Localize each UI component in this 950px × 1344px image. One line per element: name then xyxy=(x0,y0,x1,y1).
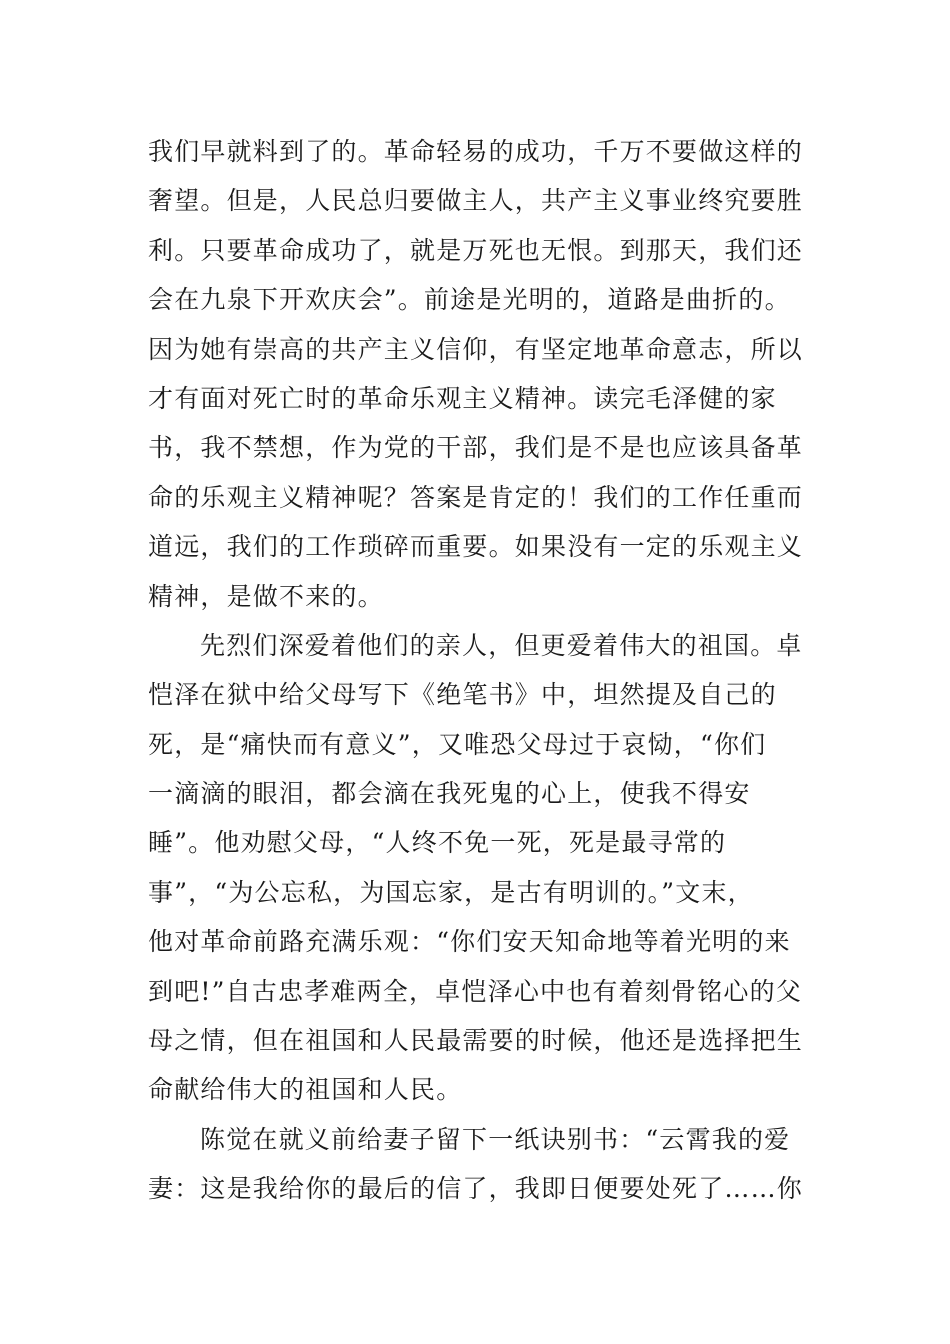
paragraph-start-line: 先烈们深爱着他们的亲人，但更爱着伟大的祖国。卓 xyxy=(200,630,803,660)
text-line: 道远，我们的工作琐碎而重要。如果没有一定的乐观主义 xyxy=(148,532,804,562)
text-line: 他对革命前路充满乐观：“你们安天知命地等着光明的来 xyxy=(148,927,791,957)
text-line: 命的乐观主义精神呢？答案是肯定的！我们的工作任重而 xyxy=(148,482,804,512)
text-line: 事”，“为公忘私，为国忘家，是古有明训的。”文末， xyxy=(148,877,754,907)
text-line: 命献给伟大的祖国和人民。 xyxy=(148,1075,463,1105)
text-line: 一滴滴的眼泪，都会滴在我死鬼的心上，使我不得安 xyxy=(148,779,751,809)
paragraph-start-line: 陈觉在就义前给妻子留下一纸诀别书：“云霄我的爱 xyxy=(200,1124,791,1154)
text-line: 妻：这是我给你的最后的信了，我即日便要处死了……你 xyxy=(148,1174,804,1204)
text-line: 母之情，但在祖国和人民最需要的时候，他还是选择把生 xyxy=(148,1026,804,1056)
text-line: 利。只要革命成功了，就是万死也无恨。到那天，我们还 xyxy=(148,235,804,265)
text-line: 才有面对死亡时的革命乐观主义精神。读完毛泽健的家 xyxy=(148,383,777,413)
text-line: 到吧!”自古忠孝难两全，卓恺泽心中也有着刻骨铭心的父 xyxy=(148,976,803,1006)
text-line: 奢望。但是，人民总归要做主人，共产主义事业终究要胜 xyxy=(148,186,804,216)
text-line: 恺泽在狱中给父母写下《绝笔书》中，坦然提及自己的 xyxy=(148,680,777,710)
text-line: 死，是“痛快而有意义”，又唯恐父母过于哀恸，“你们 xyxy=(148,729,767,759)
text-line: 我们早就料到了的。革命轻易的成功，千万不要做这样的 xyxy=(148,137,804,166)
text-line: 因为她有崇高的共产主义信仰，有坚定地革命意志，所以 xyxy=(148,334,804,364)
text-line: 会在九泉下开欢庆会”。前途是光明的，道路是曲折的。 xyxy=(148,285,791,315)
text-line: 书，我不禁想，作为党的干部，我们是不是也应该具备革 xyxy=(148,433,804,463)
document-body xyxy=(148,127,808,1214)
text-line: 精神，是做不来的。 xyxy=(148,581,384,611)
text-line: 睡”。他劝慰父母，“人终不免一死，死是最寻常的 xyxy=(148,828,727,858)
